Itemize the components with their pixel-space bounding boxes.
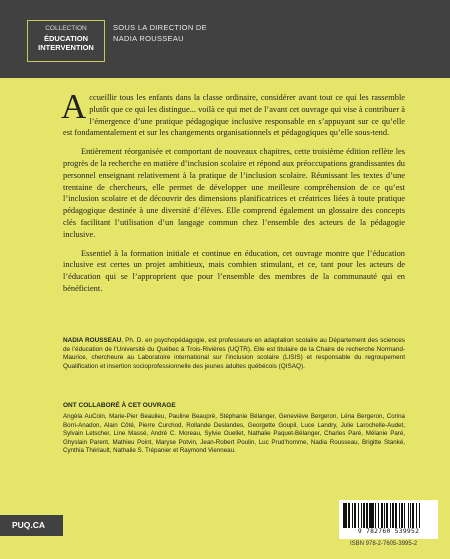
barcode-bar <box>420 503 422 528</box>
author-bio <box>63 337 405 371</box>
barcode-bars <box>343 503 433 528</box>
collection-label: COLLECTION <box>45 25 87 32</box>
description-text <box>61 87 405 302</box>
contributors-title: ONT COLLABORÉ À CET OUVRAGE <box>63 402 176 409</box>
intro-text: ccueillir tous les enfants dans la classe ordinaire, considérer avant tout ce qui les rassemble plutôt que ce qui les distingue... voilà ce qui met de l’avant cet ouvrage qui vise à contribuer à l’émergence d’une pratique pédagogique inclusive responsable en s’appuyant sur ce qu’elle est fondamentalement et sur les changements organisationnels et pédagogiques qu’elle sous-tend. <box>63 93 405 138</box>
direction-credit <box>113 22 207 44</box>
collection-name-line2: INTERVENTION <box>38 43 94 52</box>
contributors-list: Angèla AuCoin, Marie-Pier Beaulieu, Pauline Beaupré, Stéphanie Bélanger, Geneviève Bergeron, Léna Bergeron, Corina Borri-Anadon, Alain Côté, Pierre Curchod, Rollande Deslandes, Georgette Goupil, Luce Landry, Julie Larochelle-Audet, Sylvain Letscher, Line Massé, André C. Moreau, Sylvie Ouellet, Nathalie Paquet-Bélanger, Charles Paré, Mélanie Paré, Ghyslain Parent, Mathieu Point, Maryse Potvin, Jean-Robert Poulin, Luc Prud’homme, Nadia Rousseau, Brigitte Stanké, Cynthia Thériault, Nathalie S. Trépanier et Raymond Vienneau. <box>63 413 405 454</box>
direction-label: SOUS LA DIRECTION DE <box>113 23 207 32</box>
publisher-label: PUQ.CA <box>12 520 46 530</box>
paragraph-training: Essentiel à la formation initiale et continue en éducation, cet ouvrage montre que l’éducation inclusive est certes un projet ambitieux, mais combien stimulant, et ce, tant pour les acteurs de l’éducation qui se l’approprient que pour l’ensemble des membres de la communauté qui en bénéficient. <box>63 248 405 293</box>
director-name: NADIA ROUSSEAU <box>113 34 184 43</box>
barcode <box>339 500 438 539</box>
author-bio-text: , Ph. D. en psychopédagogie, est professeure en adaptation scolaire au Département des sciences de l’éducation de l’Université du Québec à Trois-Rivières (UQTR). Elle est titulaire de la Chaire de recherche Normand-Maurice, chercheure au Laboratoire international sur l’inclusion scolaire (LISIS) et responsable du regroupement Qualification et insertion socioprofessionnelle des jeunes adultes québécois (QISAQ). <box>63 337 405 370</box>
intro-paragraph <box>61 87 405 139</box>
paragraph-edition: Entièrement réorganisée et comportant de nouveaux chapitres, cette troisième édition reflète les progrès de la recherche en matière d’inclusion scolaire et répond aux préoccupations grandissantes du personnel enseignant relativement à la pratique de l’inclusion scolaire. Réunissant les textes d’une trentaine de chercheurs, elle permet de développer une meilleure compréhension de ce qu’est l’inclusion scolaire et de découvrir des dimensions planificatrices et créatrices liées à toute pratique pédagogique destinée à une diversité d’élèves. Elle comprend également un glossaire des concepts clés facilitant l’utilisation d’un langage commun chez l’ensemble des acteurs de la pédagogie inclusive. <box>63 147 405 239</box>
isbn-label: ISBN 978-2-7605-3995-2 <box>350 541 418 547</box>
publisher-badge <box>0 515 63 536</box>
barcode-digits: 9 782760 539952 <box>357 528 420 535</box>
drop-cap: A <box>61 87 87 126</box>
collection-box <box>27 20 105 62</box>
collection-name-line1: ÉDUCATION <box>43 33 89 43</box>
author-name: NADIA ROUSSEAU <box>63 337 122 344</box>
